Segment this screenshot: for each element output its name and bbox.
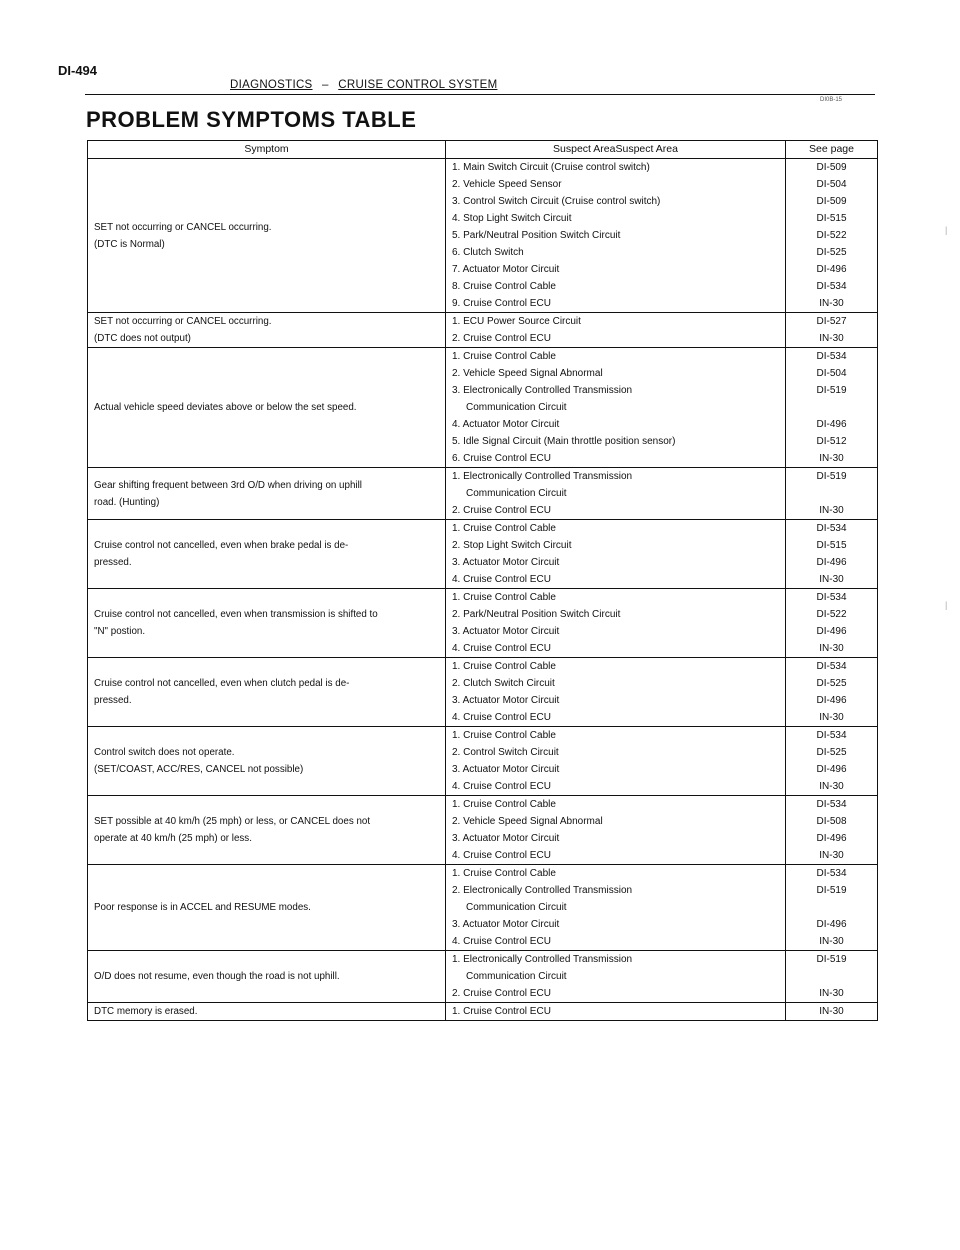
page-reference: DI-496: [816, 626, 847, 637]
column-header-symptom: Symptom: [88, 141, 446, 159]
symptom-text: "N" postion.: [94, 626, 146, 637]
symptom-text: Cruise control not cancelled, even when brake pedal is de-: [94, 540, 349, 551]
suspect-area-item: 2. Vehicle Speed Signal Abnormal: [452, 816, 603, 827]
page-reference: IN-30: [819, 574, 844, 585]
suspect-area-item: 3. Actuator Motor Circuit: [452, 695, 560, 706]
symptom-text: SET not occurring or CANCEL occurring.: [94, 221, 272, 233]
symptom-text: road. (Hunting): [94, 496, 160, 508]
suspect-area-item: 1. Cruise Control Cable: [452, 799, 556, 810]
table-row: [88, 348, 878, 468]
page-reference: DI-496: [816, 557, 847, 568]
suspect-area-item: 3. Electronically Controlled Transmission: [452, 385, 633, 396]
see-page-cell: [786, 951, 878, 1003]
header-rule: [85, 94, 875, 95]
symptom-cell: [88, 951, 446, 1003]
suspect-area-item: 1. Cruise Control Cable: [452, 351, 556, 362]
scan-artifact: |: [945, 600, 948, 610]
see-page-cell: [786, 348, 878, 468]
page-reference: IN-30: [819, 453, 844, 464]
table-row: [88, 658, 878, 727]
page-reference: DI-519: [816, 385, 847, 396]
suspect-area-item: 3. Actuator Motor Circuit: [452, 626, 560, 637]
page-reference: IN-30: [819, 298, 844, 309]
table-row: [88, 589, 878, 658]
page-title: PROBLEM SYMPTOMS TABLE: [86, 107, 417, 132]
suspect-area-item: 1. Cruise Control Cable: [452, 661, 556, 672]
table-row: [88, 796, 878, 865]
page-reference: DI-534: [816, 281, 847, 292]
page-reference: [792, 485, 871, 502]
suspect-area-item: 4. Cruise Control ECU: [452, 850, 551, 861]
suspect-area-item: 5. Idle Signal Circuit (Main throttle position sensor): [452, 436, 676, 447]
page-reference: IN-30: [819, 988, 844, 999]
page-reference: DI-504: [816, 368, 847, 379]
suspect-area-cell: [446, 951, 786, 1003]
suspect-area-cell: [446, 727, 786, 796]
page-reference: DI-512: [816, 436, 847, 447]
suspect-area-item: Communication Circuit: [466, 971, 567, 982]
suspect-area-item: 3. Actuator Motor Circuit: [452, 764, 560, 775]
symptom-text: Cruise control not cancelled, even when transmission is shifted to: [94, 609, 378, 620]
page-reference: IN-30: [819, 936, 844, 947]
scan-artifact: |: [945, 225, 948, 235]
page-reference: DI-525: [816, 678, 847, 689]
suspect-area-item: 4. Actuator Motor Circuit: [452, 419, 560, 430]
header-section: DIAGNOSTICS: [230, 79, 313, 91]
suspect-area-item: 6. Cruise Control ECU: [452, 453, 551, 464]
see-page-cell: [786, 796, 878, 865]
suspect-area-cell: [446, 796, 786, 865]
symptom-text: (DTC is Normal): [94, 238, 165, 250]
document-code: DI0B-15: [820, 97, 843, 103]
suspect-area-cell: [446, 658, 786, 727]
symptom-text: operate at 40 km/h (25 mph) or less.: [94, 833, 252, 844]
page-number: DI-494: [58, 63, 98, 78]
symptom-text: (SET/COAST, ACC/RES, CANCEL not possible): [94, 764, 304, 775]
suspect-area-cell: [446, 159, 786, 313]
page-reference: DI-519: [816, 885, 847, 896]
page-reference: DI-509: [816, 162, 847, 173]
page-reference: DI-496: [816, 919, 847, 930]
page-reference: DI-522: [816, 230, 847, 241]
symptom-cell: [88, 1003, 446, 1021]
symptom-cell: [88, 865, 446, 951]
suspect-area-item: 2. Vehicle Speed Sensor: [452, 179, 562, 190]
page-reference: [792, 899, 871, 916]
suspect-area-item: 2. Park/Neutral Position Switch Circuit: [452, 609, 621, 620]
suspect-area-cell: [446, 468, 786, 520]
suspect-area-cell: [446, 589, 786, 658]
problem-symptoms-table: [87, 140, 878, 1021]
symptom-text: pressed.: [94, 557, 132, 568]
suspect-area-item: 3. Actuator Motor Circuit: [452, 919, 560, 930]
header-separator: –: [322, 79, 329, 91]
page-reference: IN-30: [819, 333, 844, 344]
see-page-cell: [786, 727, 878, 796]
suspect-area-item: 2. Cruise Control ECU: [452, 505, 551, 516]
table-row: [88, 1003, 878, 1021]
table-row: [88, 951, 878, 1003]
see-page-cell: [786, 658, 878, 727]
page-reference: DI-508: [816, 816, 847, 827]
page-reference: DI-496: [816, 695, 847, 706]
page-reference: DI-519: [816, 471, 847, 482]
suspect-area-cell: [446, 1003, 786, 1021]
symptom-text: Cruise control not cancelled, even when clutch pedal is de-: [94, 678, 350, 689]
symptom-cell: [88, 589, 446, 658]
symptom-cell: [88, 348, 446, 468]
page-reference: DI-534: [816, 730, 847, 741]
table-row: [88, 468, 878, 520]
table-row: [88, 727, 878, 796]
page-reference: DI-534: [816, 523, 847, 534]
table-row: [88, 313, 878, 348]
symptom-text: SET not occurring or CANCEL occurring.: [94, 316, 272, 327]
see-page-cell: [786, 1003, 878, 1021]
suspect-area-item: 1. Cruise Control Cable: [452, 523, 556, 534]
page-reference: DI-527: [816, 316, 847, 327]
suspect-area-item: 4. Cruise Control ECU: [452, 712, 551, 723]
column-header-see-page: See page: [786, 141, 878, 159]
page-reference: DI-515: [816, 213, 847, 224]
symptom-text: O/D does not resume, even though the road is not uphill.: [94, 971, 340, 982]
page-reference: DI-534: [816, 868, 847, 879]
suspect-area-item: 5. Park/Neutral Position Switch Circuit: [452, 230, 621, 241]
suspect-area-item: 1. Electronically Controlled Transmission: [452, 954, 633, 965]
page-reference: DI-496: [816, 833, 847, 844]
symptom-text: Actual vehicle speed deviates above or below the set speed.: [94, 402, 357, 413]
suspect-area-item: 4. Cruise Control ECU: [452, 643, 551, 654]
symptom-cell: [88, 796, 446, 865]
running-header: [230, 79, 497, 91]
suspect-area-cell: [446, 348, 786, 468]
see-page-cell: [786, 468, 878, 520]
page-reference: DI-534: [816, 799, 847, 810]
suspect-area-item: 4. Cruise Control ECU: [452, 574, 551, 585]
symptom-cell: [88, 468, 446, 520]
page-reference: DI-525: [816, 747, 847, 758]
suspect-area-item: 2. Clutch Switch Circuit: [452, 678, 555, 689]
header-subsection: CRUISE CONTROL SYSTEM: [338, 79, 498, 91]
symptom-cell: [88, 520, 446, 589]
page-reference: DI-525: [816, 247, 847, 258]
suspect-area-item: 1. Cruise Control Cable: [452, 868, 556, 879]
symptom-text: Control switch does not operate.: [94, 747, 235, 758]
suspect-area-item: 2. Electronically Controlled Transmission: [452, 885, 633, 896]
suspect-area-item: 2. Control Switch Circuit: [452, 747, 559, 758]
suspect-area-item: 9. Cruise Control ECU: [452, 298, 551, 309]
page-reference: DI-509: [816, 196, 847, 207]
suspect-area-item: 1. Cruise Control ECU: [452, 1006, 551, 1017]
page-reference: IN-30: [819, 781, 844, 792]
suspect-area-item: Communication Circuit: [466, 488, 567, 499]
page-reference: DI-534: [816, 592, 847, 603]
suspect-area-item: 3. Control Switch Circuit (Cruise control switch): [452, 196, 661, 207]
suspect-area-item: 2. Stop Light Switch Circuit: [452, 540, 572, 551]
suspect-area-item: 2. Vehicle Speed Signal Abnormal: [452, 368, 603, 379]
suspect-area-item: 3. Actuator Motor Circuit: [452, 557, 560, 568]
symptom-cell: [88, 159, 446, 313]
see-page-cell: [786, 865, 878, 951]
page-reference: IN-30: [819, 850, 844, 861]
symptom-cell: [88, 658, 446, 727]
suspect-area-cell: [446, 520, 786, 589]
suspect-area-item: 8. Cruise Control Cable: [452, 281, 556, 292]
suspect-area-item: Communication Circuit: [466, 402, 567, 413]
suspect-area-item: 3. Actuator Motor Circuit: [452, 833, 560, 844]
symptom-text: Gear shifting frequent between 3rd O/D when driving on uphill: [94, 479, 362, 491]
suspect-area-item: 1. Electronically Controlled Transmission: [452, 471, 633, 482]
symptom-cell: [88, 727, 446, 796]
suspect-area-item: 1. Main Switch Circuit (Cruise control switch): [452, 162, 650, 173]
symptom-text: DTC memory is erased.: [94, 1006, 198, 1017]
table-body: [88, 159, 878, 1021]
table-row: [88, 159, 878, 313]
see-page-cell: [786, 520, 878, 589]
suspect-area-item: 4. Cruise Control ECU: [452, 781, 551, 792]
table-row: [88, 520, 878, 589]
page-reference: DI-496: [816, 419, 847, 430]
suspect-area-item: 7. Actuator Motor Circuit: [452, 264, 560, 275]
page-reference: IN-30: [819, 505, 844, 516]
suspect-area-cell: [446, 865, 786, 951]
see-page-cell: [786, 313, 878, 348]
page-reference: IN-30: [819, 1006, 844, 1017]
see-page-cell: [786, 159, 878, 313]
suspect-area-item: 1. ECU Power Source Circuit: [452, 316, 581, 327]
page-reference: [792, 399, 871, 416]
suspect-area-item: 2. Cruise Control ECU: [452, 988, 551, 999]
suspect-area-item: 6. Clutch Switch: [452, 247, 524, 258]
column-header-suspect-area: Suspect AreaSuspect Area: [446, 141, 786, 159]
suspect-area-item: 4. Cruise Control ECU: [452, 936, 551, 947]
symptom-text: Poor response is in ACCEL and RESUME modes.: [94, 902, 311, 913]
suspect-area-item: 4. Stop Light Switch Circuit: [452, 213, 572, 224]
page-reference: DI-519: [816, 954, 847, 965]
page-reference: IN-30: [819, 643, 844, 654]
symptom-text: (DTC does not output): [94, 333, 191, 344]
suspect-area-item: 1. Cruise Control Cable: [452, 730, 556, 741]
table-row: [88, 865, 878, 951]
table-header-row: [88, 141, 878, 159]
suspect-area-item: Communication Circuit: [466, 902, 567, 913]
symptom-text: SET possible at 40 km/h (25 mph) or less, or CANCEL does not: [94, 816, 371, 827]
symptom-cell: [88, 313, 446, 348]
page-reference: DI-504: [816, 179, 847, 190]
page-reference: DI-515: [816, 540, 847, 551]
page-reference: DI-534: [816, 351, 847, 362]
page-reference: DI-522: [816, 609, 847, 620]
page-reference: DI-534: [816, 661, 847, 672]
page-reference: [792, 968, 871, 985]
page-reference: DI-496: [816, 764, 847, 775]
symptom-text: pressed.: [94, 695, 132, 706]
suspect-area-item: 2. Cruise Control ECU: [452, 333, 551, 344]
suspect-area-cell: [446, 313, 786, 348]
page-reference: DI-496: [816, 264, 847, 275]
page-reference: IN-30: [819, 712, 844, 723]
suspect-area-item: 1. Cruise Control Cable: [452, 592, 556, 603]
see-page-cell: [786, 589, 878, 658]
